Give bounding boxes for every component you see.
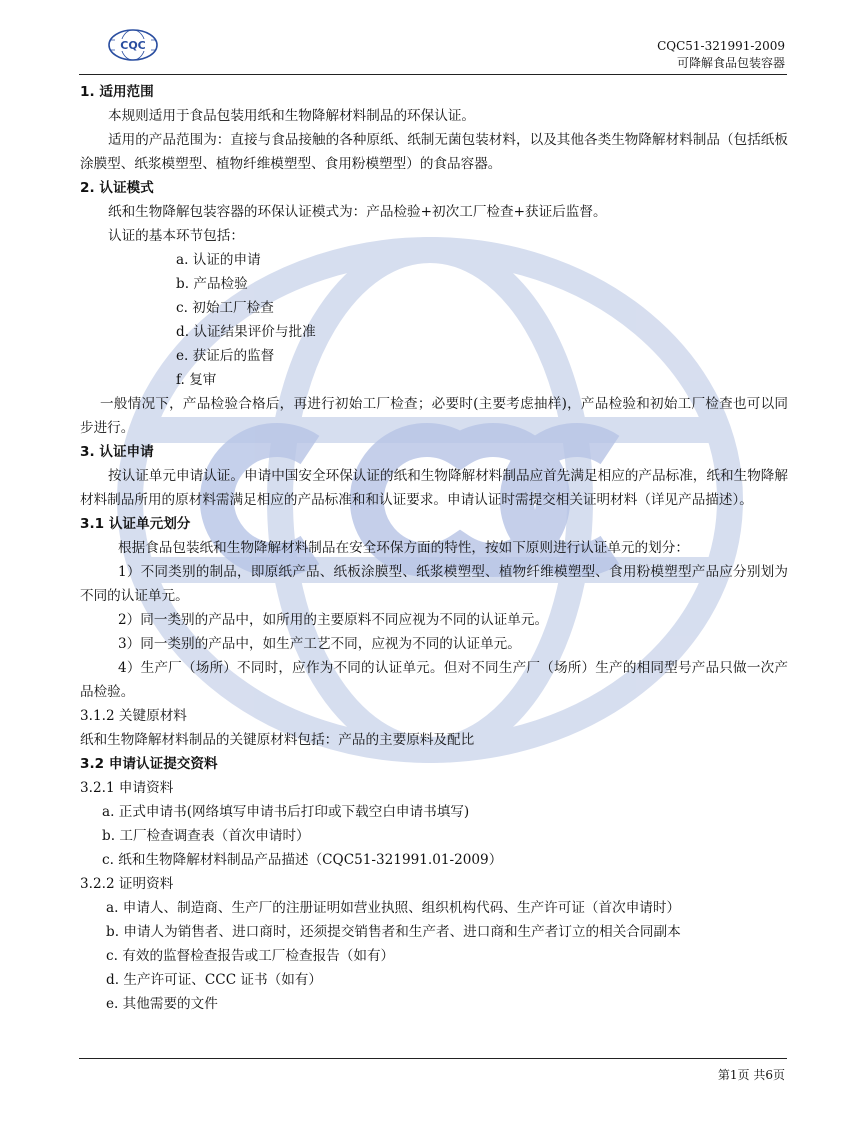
- header-rule: [79, 74, 787, 75]
- subsection-heading: 3.2 申请认证提交资料: [80, 756, 218, 772]
- section-heading: 1. 适用范围: [80, 84, 154, 100]
- document-code: CQC51-321991-2009: [657, 39, 785, 53]
- paragraph: 一般情况下，产品检验合格后，再进行初始工厂检查；必要时(主要考虑抽样)，产品检验和初始工厂检查也可以同步进行。: [80, 396, 788, 436]
- page-number: 第1页 共6页: [717, 1068, 785, 1082]
- list-item: a. 正式申请书(网络填写申请书后打印或下载空白申请书填写): [102, 804, 470, 820]
- paragraph: 认证的基本环节包括：: [108, 228, 244, 244]
- rule-item: 3）同一类别的产品中，如生产工艺不同，应视为不同的认证单元。: [118, 636, 521, 652]
- paragraph: 纸和生物降解包装容器的环保认证模式为：产品检验+初次工厂检查+获证后监督。: [108, 204, 607, 220]
- list-item: c. 初始工厂检查: [176, 300, 274, 316]
- list-item: f. 复审: [176, 372, 217, 388]
- footer-rule: [79, 1058, 787, 1059]
- list-item: b. 产品检验: [176, 276, 248, 292]
- list-item: c. 纸和生物降解材料制品产品描述（CQC51-321991.01-2009）: [102, 852, 503, 868]
- paragraph: 根据食品包装纸和生物降解材料制品在安全环保方面的特性，按如下原则进行认证单元的划分：: [118, 540, 689, 556]
- paragraph: 适用的产品范围为：直接与食品接触的各种原纸、纸制无菌包装材料，以及其他各类生物降解材料制品（包括纸板涂膜型、纸浆模塑型、植物纤维模塑型、食用粉模塑型）的食品容器。: [80, 132, 788, 172]
- svg-text:CQC: CQC: [120, 39, 146, 52]
- paragraph: 纸和生物降解材料制品的关键原材料包括：产品的主要原料及配比: [80, 732, 475, 748]
- list-item: e. 获证后的监督: [176, 348, 275, 364]
- subsection-heading: 3.2.1 申请资料: [80, 780, 174, 796]
- rule-item: 1）不同类别的制品，即原纸产品、纸板涂膜型、纸浆模塑型、植物纤维模塑型、食用粉模塑型产品应分别划为不同的认证单元。: [80, 564, 788, 604]
- rule-item: 4）生产厂（场所）不同时，应作为不同的认证单元。但对不同生产厂（场所）生产的相同型号产品只做一次产品检验。: [80, 660, 788, 700]
- subsection-heading: 3.1.2 关键原材料: [80, 708, 187, 724]
- subsection-heading: 3.1 认证单元划分: [80, 516, 191, 532]
- list-item: d. 认证结果评价与批准: [176, 324, 316, 340]
- header-title: 可降解食品包装容器: [676, 56, 785, 70]
- list-item: b. 申请人为销售者、进口商时，还须提交销售者和生产者、进口商和生产者订立的相关合同副本: [106, 924, 681, 940]
- cqc-logo-icon: [107, 28, 159, 62]
- section-heading: 2. 认证模式: [80, 180, 154, 196]
- document-body: [80, 80, 788, 1016]
- list-item: a. 认证的申请: [176, 252, 261, 268]
- subsection-heading: 3.2.2 证明资料: [80, 876, 174, 892]
- list-item: c. 有效的监督检查报告或工厂检查报告（如有）: [106, 948, 395, 964]
- list-item: e. 其他需要的文件: [106, 996, 218, 1012]
- section-heading: 3. 认证申请: [80, 444, 154, 460]
- list-item: d. 生产许可证、CCC 证书（如有）: [106, 972, 322, 988]
- paragraph: 按认证单元申请认证。申请中国安全环保认证的纸和生物降解材料制品应首先满足相应的产品标准，纸和生物降解材料制品所用的原材料需满足相应的产品标准和和认证要求。申请认证时需提交相关证明材料（详见产品描述）。: [80, 468, 788, 508]
- paragraph: 本规则适用于食品包装用纸和生物降解材料制品的环保认证。: [108, 108, 476, 124]
- list-item: b. 工厂检查调查表（首次申请时）: [102, 828, 310, 844]
- list-item: a. 申请人、制造商、生产厂的注册证明如营业执照、组织机构代码、生产许可证（首次申请时）: [106, 900, 681, 916]
- rule-item: 2）同一类别的产品中，如所用的主要原料不同应视为不同的认证单元。: [118, 612, 549, 628]
